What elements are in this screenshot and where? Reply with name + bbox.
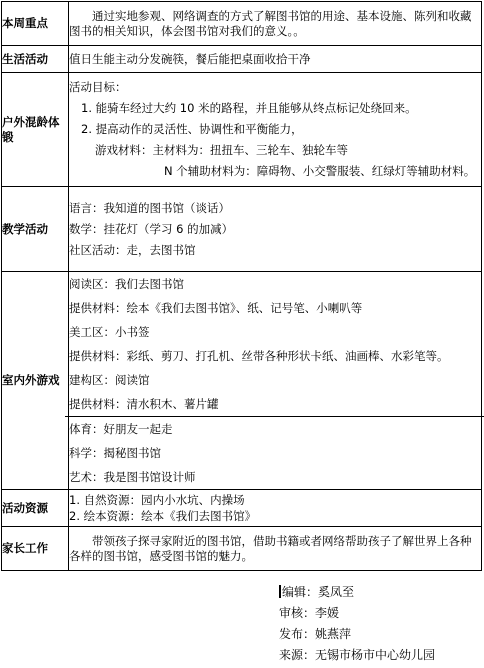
editor-text: 编辑：奚凤至	[282, 585, 355, 599]
footer-credits	[279, 582, 435, 666]
row-outdoor	[2, 73, 482, 187]
footer-source: 来源：无锡市杨市中心幼儿园	[279, 648, 436, 662]
parents-text: 带领孩子探寻家附近的图书馆，借助书籍或者网络帮助孩子了解世界上各种各样的图书馆，感受图书馆的魅力。	[69, 527, 482, 571]
outdoor-line: 2. 提高动作的灵活性、协调性和平衡能力，	[81, 122, 303, 136]
resources-content	[69, 490, 482, 527]
row-life	[2, 46, 482, 73]
outdoor-line: 游戏材料：主材料为：扭扭车、三轮车、独轮车等	[95, 143, 348, 157]
indoor-line: 体育：好朋友一起走	[69, 422, 173, 436]
indoor-line: 阅读区：我们去图书馆	[69, 277, 184, 291]
indoor-content	[69, 272, 482, 490]
indoor-line: 科学：揭秘图书馆	[69, 446, 161, 460]
label-life: 生活活动	[2, 46, 69, 73]
outdoor-line: 1. 能骑车经过大约 10 米的路程，并且能够从终点标记处绕回来。	[81, 101, 417, 115]
indoor-line: 提供材料：彩纸、剪刀、打孔机、丝带各种形状卡纸、油画棒、水彩笔等。	[69, 349, 449, 363]
indoor-line: 提供材料：清水积木、薯片罐	[69, 397, 219, 411]
row-teaching	[2, 187, 482, 272]
resources-line: 2. 绘本资源：绘本《我们去图书馆》	[69, 509, 257, 523]
label-resources: 活动资源	[2, 490, 69, 527]
label-teaching: 教学活动	[2, 187, 69, 272]
teaching-content	[69, 187, 482, 272]
life-text: 值日生能主动分发碗筷，餐后能把桌面收拾干净	[69, 46, 482, 73]
label-indoor: 室内外游戏	[2, 272, 69, 490]
label-focus: 本周重点	[2, 2, 69, 46]
teaching-line: 语言：我知道的图书馆（谈话）	[69, 200, 230, 215]
margin-mark	[279, 585, 281, 598]
row-indoor	[2, 272, 482, 490]
label-outdoor: 户外混龄体锻	[2, 73, 69, 187]
footer-publisher: 发布：姚燕萍	[279, 627, 352, 641]
outdoor-content	[69, 73, 482, 187]
label-parents: 家长工作	[2, 527, 69, 571]
resources-line: 1. 自然资源：园内小水坑、内操场	[69, 493, 245, 507]
teaching-line: 社区活动：走，去图书馆	[69, 242, 196, 257]
row-parents	[2, 527, 482, 571]
indoor-line: 艺术：我是图书馆设计师	[69, 470, 196, 484]
outdoor-line: 活动目标：	[69, 80, 127, 94]
indoor-line: 美工区：小书签	[69, 325, 150, 339]
indoor-line: 建构区：阅读馆	[69, 373, 150, 387]
row-focus	[2, 2, 482, 46]
row-resources	[2, 490, 482, 527]
weekly-plan-table	[1, 1, 482, 571]
footer-editor	[279, 582, 435, 603]
outdoor-line: N 个辅助材料为：障碍物、小交警服装、红绿灯等辅助材料。	[164, 164, 476, 178]
focus-text: 通过实地参观、网络调查的方式了解图书馆的用途、基本设施、陈列和收藏图书的相关知识，体会图书馆对我们的意义。。	[69, 2, 482, 46]
indoor-line: 提供材料：绘本《我们去图书馆》、纸、记号笔、小喇叭等	[69, 301, 363, 315]
indoor-block-areas	[65, 272, 484, 417]
footer-reviewer: 审核：李媛	[279, 606, 340, 620]
indoor-block-games	[65, 417, 484, 489]
teaching-line: 数学：挂花灯（学习 6 的加减）	[69, 221, 234, 236]
